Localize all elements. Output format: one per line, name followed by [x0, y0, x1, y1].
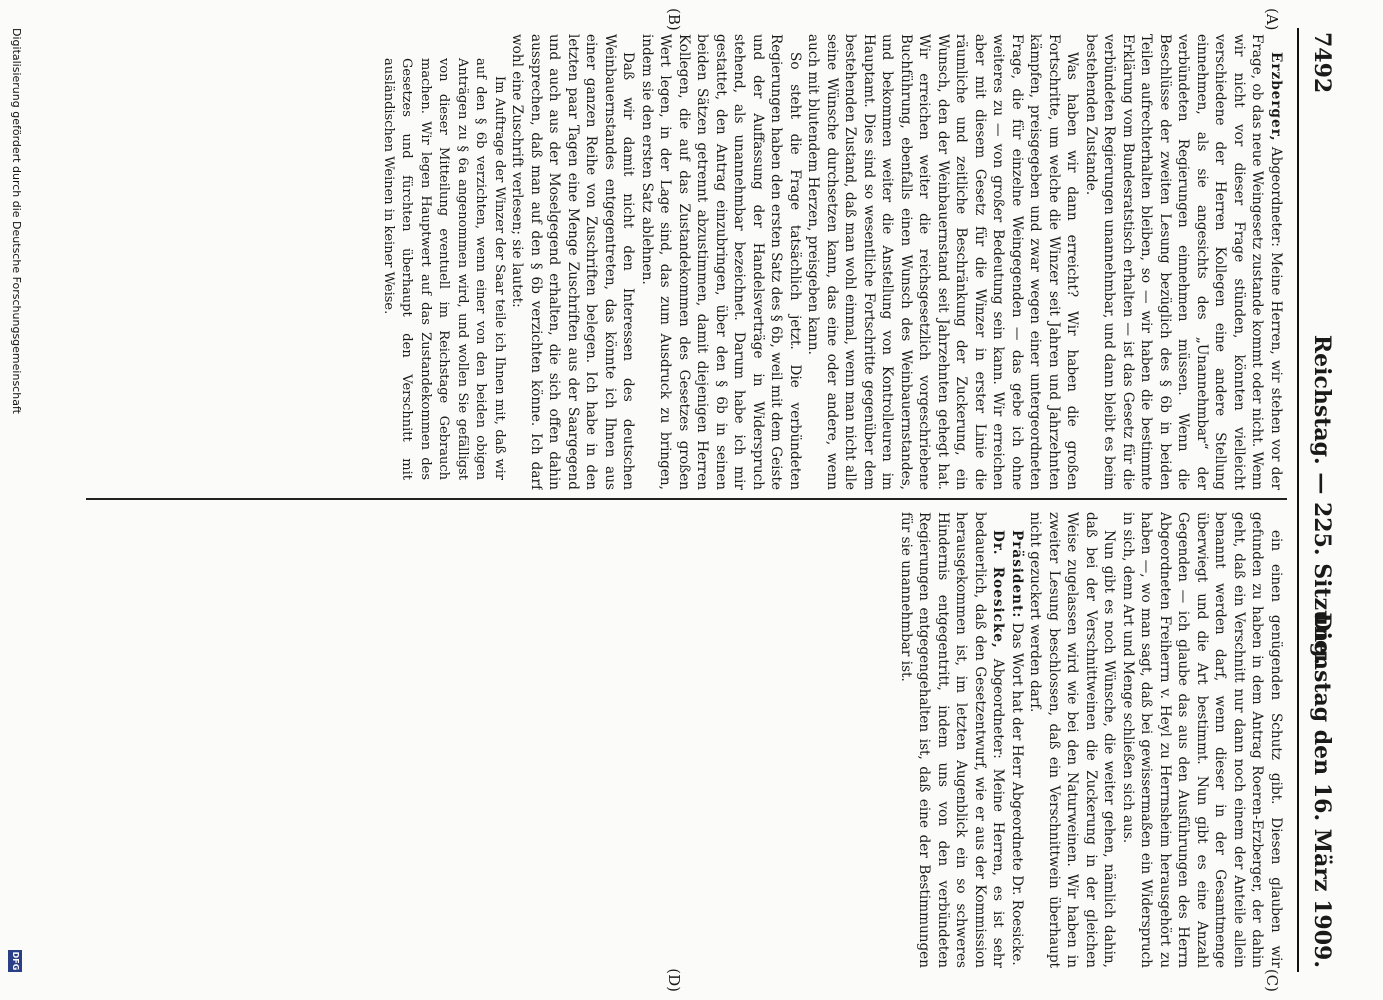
- margin-marker-b: (B): [665, 8, 683, 31]
- quoted-letter: Im Auftrage der Winzer der Saar teile ich Ihnen mit, daß wir auf den § 6b verzichten, wenn einer von den beiden obigen Anträgen zu § 6a angenommen wird, und wollen Sie gefälligst von dieser Mitteilung eventuell im Reichstage Gebrauch machen. Wir legen Hauptwert auf das Zustandekommen des Gesetzes und fürchten überhaupt den Verschnitt mit ausländischen Weinen in keiner Weise.: [381, 58, 507, 480]
- column-divider: [86, 498, 1287, 500]
- paragraph: [897, 512, 1008, 968]
- speaker-name: Erzberger,: [1268, 52, 1284, 142]
- speaker-name: Dr. Roesicke,: [990, 530, 1007, 649]
- paragraph: [1082, 34, 1286, 490]
- speaker-name: Präsident:: [1009, 530, 1025, 619]
- left-column: [95, 34, 1285, 490]
- page-number: 7492: [1309, 32, 1335, 94]
- running-head: Reichstag. — 225. Sitzung.: [1309, 334, 1335, 666]
- digitization-note: Digitalisierung gefördert durch die Deutsche Forschungsgemeinschaft: [10, 28, 23, 414]
- margin-marker-d: (D): [665, 968, 683, 992]
- page-header: [1297, 28, 1339, 972]
- paragraph: Nun gibt es noch Wünsche, die weiter gehen, nämlich dahin, daß bei der Verschnittweinen die Zuckerung in der gleichen Weise zugelassen wird wie bei den Naturweinen. Wir haben in zweiter Lesung beschlossen, daß ein Verschnittwein überhaupt nicht gezuckert werden darf.: [1027, 512, 1118, 968]
- paragraph: Daß wir damit nicht den Interessen des deutschen Weinbauernstandes entgegentreten, das könnte ich Ihnen aus einer ganzen Reihe von Zuschriften belegen. Ich habe in den letzten paar Tagen eine Menge Zuschriften aus der Saargegend und auch aus der Moselgegend erhalten, die sich offen dahin aussprechen, daß man auf den § 6b verzichten könne. Ich darf wohl eine Zuschrift verlesen; sie lautet:: [509, 34, 637, 490]
- paragraph: ein einen genügenden Schutz gibt. Diesen glauben wir gefunden zu haben in dem Antrag Roeren-Erzberger, der dahin geht, daß ein Verschnitt nur dann noch einem der Anteile allein benannt werden darf, wenn dieser in der Gesamtmenge überwiegt und die Art bestimmt. Nun gibt es eine Anzahl Gegenden — ich glaube das aus den Ausführungen des Herrn Abgeordneten Freiherrn v. Heyl zu Herrnsheim herausgehört zu haben —, wo man sagt, daß bei gewissermaßen ein Widerspruch in sich, denn Art und Menge schließen sich aus.: [1120, 512, 1284, 968]
- paragraph: [1008, 512, 1027, 968]
- margin-marker-c: (C): [1263, 968, 1281, 992]
- dfg-logo: DFG: [8, 950, 22, 972]
- paragraph-text: Das Wort hat der Herr Abgeordnete Dr. Roesicke.: [1009, 622, 1025, 966]
- paragraph: So steht die Frage tatsächlich jetzt. Die verbündeten Regierungen haben den ersten Satz des § 6b, weil mit dem Geiste und der Auffassung der Handelsverträge in Widerspruch stehend, als unannehmbar bezeichnet. Darum habe ich mir gestattet, den Antrag einzubringen, über den § 6b in seinen beiden Sätzen getrennt abzustimmen, damit diejenigen Herren Kollegen, die auf das Zustandekommen des Gesetzes großen Wert legen, in der Lage sind, das zum Ausdruck zu bringen, indem sie den ersten Satz ablehnen.: [639, 34, 803, 490]
- paragraph-text: Abgeordneter: Meine Herren, wir stehen vor der Frage, ob das neue Weingesetz zustande kommt oder nicht. Wenn wir nicht vor dieser Frage stünden, könnten vielleicht verschiedene der Herren Kollegen eine andere Stellung einnehmen, als sie angesichts des „Unannehmbar“ der verbündeten Regierungen einnehmen müssen. Wenn die Beschlüsse der zweiten Lesung bezüglich des § 6b in beiden Teilen aufrechterhalten bleiben, so — wir haben die bestimmte Erklärung vom Bundesratstisch erhalten — ist das Gesetz für die verbündeten Regierungen unannehmbar, und dann bleibt es beim bestehenden Zustande.: [1083, 34, 1284, 490]
- right-column: [95, 512, 1285, 968]
- paragraph: Was haben wir dann erreicht? Wir haben die großen Fortschritte, um welche die Winzer seit Jahren und Jahrzehnten kämpfen, preisgegeben und zwar wegen einer untergeordneten Frage, die für einzelne Weingegenden — das gebe ich ohne weiteres zu — von großer Bedeutung sein kann. Wir erreichen aber mit diesem Gesetz für die Winzer in erster Linie die räumliche und zeitliche Beschränkung der Zuckerung, ein Wunsch, den der Weinbauernstand seit Jahrzehnten gehegt hat. Wir erreichen weiter die reichsgesetzlich vorgeschriebene Buchführung, ebenfalls einen Wunsch des Weinbauernstandes, und bekommen weiter die Anstellung von Kontrolleuren im Hauptamt. Dies sind so wesentliche Fortschritte gegenüber dem bestehenden Zustand, daß man wohl einmal, wenn man nicht alle seine Wünsche durchsetzen kann, das eine oder andere, wenn auch mit blutendem Herzen, preisgeben kann.: [805, 34, 1081, 490]
- margin-marker-a: (A): [1263, 8, 1281, 31]
- paragraph-text: Abgeordneter: Meine Herren, es ist sehr bedauerlich, daß den Gesetzentwurf, wie er aus der Kommission herausgekommen ist, im letzten Augenblick ein so schweres Hindernis entgegentritt, indem uns von den verbündeten Regierungen entgegengehalten ist, daß eine der Bestimmungen für sie unannehmbar ist.: [898, 512, 1007, 968]
- session-date: Dienstag den 16. März 1909.: [1309, 612, 1335, 968]
